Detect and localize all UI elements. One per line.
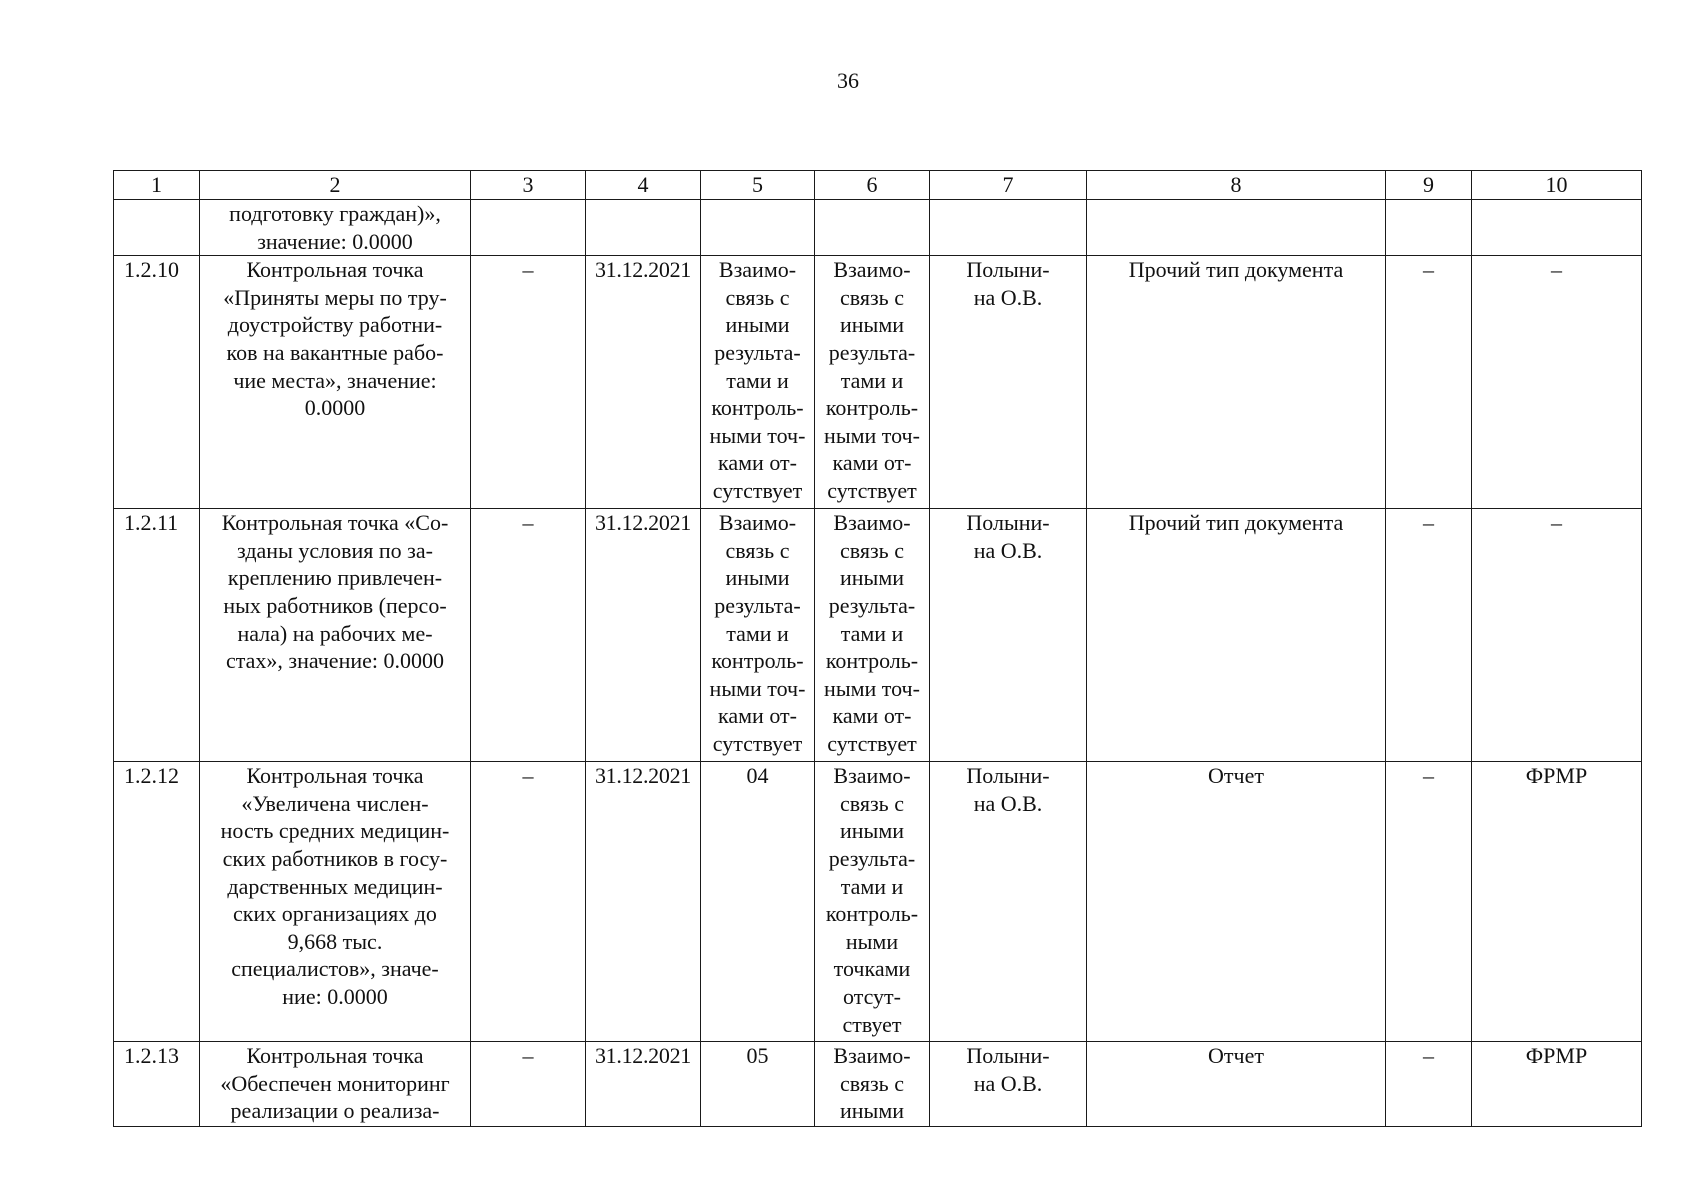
- control-point-description: Контрольная точка «Со- зданы условия по за- креплению привлечен- ных работников (персо- нала) на рабочих ме- стах», значение: 0.0000: [200, 509, 471, 762]
- cell-document-type: [1087, 200, 1386, 256]
- cell-document-type: Отчет: [1087, 762, 1386, 1042]
- table-row: [114, 256, 1642, 509]
- cell-col-6: Взаимо- связь с иными результа- тами и контроль- ными точками отсут- ствует: [815, 762, 930, 1042]
- header-row: [114, 171, 1642, 200]
- cell-date: 31.12.2021: [586, 762, 701, 1042]
- cell-col-3: –: [471, 1042, 586, 1127]
- table-row: [114, 1042, 1642, 1127]
- table-row: [114, 762, 1642, 1042]
- header-col-8: 8: [1087, 171, 1386, 200]
- cell-col-9: –: [1386, 256, 1472, 509]
- cell-date: 31.12.2021: [586, 256, 701, 509]
- cell-col-3: [471, 200, 586, 256]
- cell-col-10: –: [1472, 256, 1642, 509]
- cell-responsible: Полыни- на О.В.: [930, 1042, 1087, 1127]
- control-point-description: Контрольная точка «Увеличена числен- ность средних медицин- ских работников в госу- дарственных медицин- ских организациях до 9,668 тыс. специалистов», значе- ние: 0.0000: [200, 762, 471, 1042]
- table-row: [114, 509, 1642, 762]
- cell-document-type: Прочий тип документа: [1087, 256, 1386, 509]
- cell-date: 31.12.2021: [586, 1042, 701, 1127]
- cell-document-type: Отчет: [1087, 1042, 1386, 1127]
- cell-col-5: 05: [701, 1042, 815, 1127]
- cell-col-9: –: [1386, 509, 1472, 762]
- cell-document-type: Прочий тип документа: [1087, 509, 1386, 762]
- header-col-2: 2: [200, 171, 471, 200]
- header-col-7: 7: [930, 171, 1087, 200]
- row-number: 1.2.11: [114, 509, 200, 762]
- cell-col-10: ФРМР: [1472, 762, 1642, 1042]
- header-col-9: 9: [1386, 171, 1472, 200]
- cell-col-9: [1386, 200, 1472, 256]
- header-col-6: 6: [815, 171, 930, 200]
- cell-col-5: [701, 200, 815, 256]
- row-number: [114, 200, 200, 256]
- cell-date: [586, 200, 701, 256]
- cell-col-3: –: [471, 509, 586, 762]
- cell-col-6: Взаимо- связь с иными результа- тами и контроль- ными точ- ками от- сутствует: [815, 256, 930, 509]
- header-col-10: 10: [1472, 171, 1642, 200]
- row-number: 1.2.12: [114, 762, 200, 1042]
- cell-col-9: –: [1386, 1042, 1472, 1127]
- row-number: 1.2.13: [114, 1042, 200, 1127]
- cell-col-9: –: [1386, 762, 1472, 1042]
- cell-col-3: –: [471, 762, 586, 1042]
- control-point-description: подготовку граждан)», значение: 0.0000: [200, 200, 471, 256]
- header-col-3: 3: [471, 171, 586, 200]
- control-point-description: Контрольная точка «Обеспечен мониторинг реализации о реализа-: [200, 1042, 471, 1127]
- cell-responsible: Полыни- на О.В.: [930, 762, 1087, 1042]
- cell-col-6: [815, 200, 930, 256]
- cell-col-10: –: [1472, 509, 1642, 762]
- header-col-1: 1: [114, 171, 200, 200]
- cell-col-10: ФРМР: [1472, 1042, 1642, 1127]
- cell-col-3: –: [471, 256, 586, 509]
- cell-col-5: Взаимо- связь с иными результа- тами и контроль- ными точ- ками от- сутствует: [701, 256, 815, 509]
- header-col-4: 4: [586, 171, 701, 200]
- cell-col-6: Взаимо- связь с иными: [815, 1042, 930, 1127]
- control-points-table: [113, 170, 1642, 1127]
- cell-responsible: Полыни- на О.В.: [930, 256, 1087, 509]
- cell-col-10: [1472, 200, 1642, 256]
- cell-col-6: Взаимо- связь с иными результа- тами и контроль- ными точ- ками от- сутствует: [815, 509, 930, 762]
- cell-responsible: [930, 200, 1087, 256]
- row-number: 1.2.10: [114, 256, 200, 509]
- cell-col-5: 04: [701, 762, 815, 1042]
- control-point-description: Контрольная точка «Приняты меры по тру- доустройству работни- ков на вакантные рабо- чие места», значение: 0.0000: [200, 256, 471, 509]
- cell-date: 31.12.2021: [586, 509, 701, 762]
- header-col-5: 5: [701, 171, 815, 200]
- cell-col-5: Взаимо- связь с иными результа- тами и контроль- ными точ- ками от- сутствует: [701, 509, 815, 762]
- table-row: [114, 200, 1642, 256]
- cell-responsible: Полыни- на О.В.: [930, 509, 1087, 762]
- page-number: 36: [837, 68, 859, 93]
